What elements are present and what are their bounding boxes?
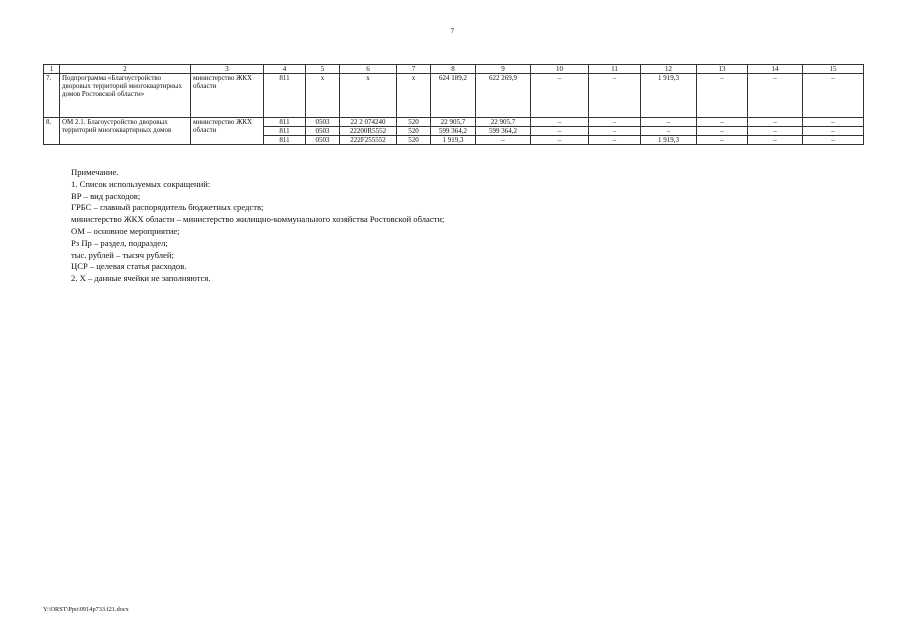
value-cell: –: [697, 136, 748, 145]
vr-cell: 520: [397, 136, 431, 145]
value-cell: –: [748, 118, 803, 127]
column-header: 14: [748, 65, 803, 74]
value-cell: –: [589, 74, 641, 118]
table-header-row: [44, 65, 864, 74]
notes-title: Примечание.: [71, 167, 119, 177]
grbs-cell: 811: [264, 127, 306, 136]
value-cell: –: [641, 127, 697, 136]
measure-name: ОМ 2.1. Благоустройство дворовых территорий многоквартирных домов: [60, 118, 191, 145]
column-header: 12: [641, 65, 697, 74]
column-header: 7: [397, 65, 431, 74]
value-cell: 624 189,2: [431, 74, 476, 118]
rzpr-cell: 0503: [306, 118, 340, 127]
page-number: 7: [450, 27, 455, 35]
column-header: 11: [589, 65, 641, 74]
column-header: 9: [476, 65, 531, 74]
note-line: тыс. рублей – тысяч рублей;: [71, 249, 174, 260]
note-line: 1. Список используемых сокращений:: [71, 178, 211, 189]
csr-cell: 222F255552: [340, 136, 397, 145]
note-line: 2. Х – данные ячейки не заполняются.: [71, 273, 211, 284]
table-row-7: [44, 74, 864, 118]
value-cell: –: [697, 118, 748, 127]
program-name: Подпрограмма «Благоустройство дворовых территорий многоквартирных домов Ростовской области»: [60, 74, 191, 118]
executor: министерство ЖКХ области: [191, 74, 264, 118]
grbs-cell: 811: [264, 118, 306, 127]
value-cell: 622 269,9: [476, 74, 531, 118]
rzpr-cell: 0503: [306, 136, 340, 145]
value-cell: –: [641, 118, 697, 127]
value-cell: –: [803, 127, 864, 136]
value-cell: –: [531, 118, 589, 127]
csr-cell: x: [340, 74, 397, 118]
value-cell: –: [803, 74, 864, 118]
column-header: 1: [44, 65, 60, 74]
note-line: ВР – вид расходов;: [71, 190, 141, 201]
vr-cell: 520: [397, 127, 431, 136]
footer-file-path: Y:\ORST\Ppo\0914p733.f21.docx: [43, 606, 129, 613]
vr-cell: x: [397, 74, 431, 118]
value-cell: –: [697, 127, 748, 136]
note-line: Рз Пр – раздел, подраздел;: [71, 237, 168, 248]
column-header: 13: [697, 65, 748, 74]
grbs-cell: 811: [264, 136, 306, 145]
rzpr-cell: x: [306, 74, 340, 118]
note-line: ЦСР – целевая статья расходов.: [71, 261, 187, 272]
column-header: 3: [191, 65, 264, 74]
value-cell: –: [531, 136, 589, 145]
value-cell: –: [803, 136, 864, 145]
value-cell: –: [476, 136, 531, 145]
value-cell: 1 919,3: [641, 74, 697, 118]
value-cell: –: [803, 118, 864, 127]
value-cell: –: [748, 127, 803, 136]
value-cell: 1 919,3: [641, 136, 697, 145]
row-number: 8.: [44, 118, 60, 145]
value-cell: –: [589, 127, 641, 136]
rzpr-cell: 0503: [306, 127, 340, 136]
value-cell: 22 905,7: [431, 118, 476, 127]
csr-cell: 22200R5552: [340, 127, 397, 136]
value-cell: 1 919,3: [431, 136, 476, 145]
table-row-8: [44, 118, 864, 127]
column-header: 8: [431, 65, 476, 74]
note-line: ОМ – основное мероприятие;: [71, 225, 180, 236]
value-cell: –: [748, 136, 803, 145]
value-cell: 599 364,2: [476, 127, 531, 136]
csr-cell: 22 2 074240: [340, 118, 397, 127]
value-cell: –: [531, 74, 589, 118]
grbs-cell: 811: [264, 74, 306, 118]
value-cell: –: [697, 74, 748, 118]
value-cell: –: [531, 127, 589, 136]
budget-table: [43, 64, 864, 145]
value-cell: 599 364,2: [431, 127, 476, 136]
executor: министерство ЖКХ области: [191, 118, 264, 145]
note-line: ГРБС – главный распорядитель бюджетных средств;: [71, 202, 264, 213]
note-line: министерство ЖКХ области – министерство жилищно-коммунального хозяйства Ростовской области;: [71, 214, 445, 225]
value-cell: –: [589, 118, 641, 127]
notes-section: [71, 167, 444, 285]
column-header: 15: [803, 65, 864, 74]
column-header: 6: [340, 65, 397, 74]
value-cell: –: [589, 136, 641, 145]
column-header: 4: [264, 65, 306, 74]
value-cell: –: [748, 74, 803, 118]
row-number: 7.: [44, 74, 60, 118]
value-cell: 22 905,7: [476, 118, 531, 127]
vr-cell: 520: [397, 118, 431, 127]
column-header: 10: [531, 65, 589, 74]
column-header: 5: [306, 65, 340, 74]
column-header: 2: [60, 65, 191, 74]
